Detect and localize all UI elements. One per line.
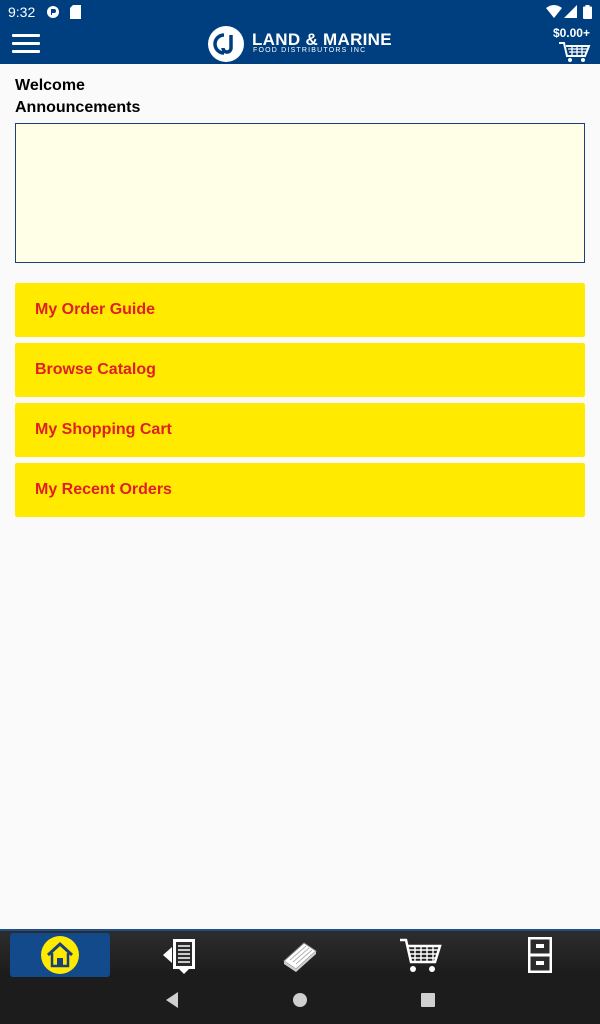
orders-cabinet-icon <box>525 935 555 975</box>
order-guide-icon <box>159 934 201 976</box>
my-recent-orders-button[interactable]: My Recent Orders <box>15 463 585 517</box>
system-nav-bar <box>0 977 600 1024</box>
wifi-icon <box>546 5 562 18</box>
hamburger-menu-icon[interactable] <box>12 34 40 54</box>
logo-mark-icon <box>207 25 245 63</box>
header-cart-icon[interactable] <box>558 40 592 64</box>
sd-card-icon <box>70 5 81 19</box>
tab-home[interactable] <box>10 933 110 977</box>
my-order-guide-button[interactable]: My Order Guide <box>15 283 585 337</box>
signal-icon <box>564 5 577 18</box>
bottom-nav <box>0 929 600 979</box>
logo-subtitle: FOOD DISTRIBUTORS INC <box>253 47 367 54</box>
logo-title: LAND & MARINE <box>252 30 392 49</box>
recents-icon[interactable] <box>420 991 436 1009</box>
tab-catalog[interactable] <box>250 933 350 977</box>
announcements-label: Announcements <box>15 99 141 116</box>
tab-recent-orders[interactable] <box>490 933 590 977</box>
app-bar <box>0 24 600 64</box>
status-time: 9:32 <box>8 4 36 20</box>
home-icon <box>40 935 80 975</box>
browse-catalog-button[interactable]: Browse Catalog <box>15 343 585 397</box>
battery-icon <box>583 5 592 19</box>
cart-total[interactable]: $0.00+ <box>552 26 590 40</box>
my-shopping-cart-button[interactable]: My Shopping Cart <box>15 403 585 457</box>
catalog-icon <box>280 935 320 975</box>
announcements-box[interactable] <box>15 123 585 263</box>
status-bar <box>0 0 600 24</box>
tab-order-guide[interactable] <box>130 933 230 977</box>
sync-icon <box>46 5 60 19</box>
main-content <box>15 64 585 517</box>
cart-icon <box>398 935 442 975</box>
tab-cart[interactable] <box>370 933 470 977</box>
home-circle-icon[interactable] <box>292 991 308 1009</box>
back-icon[interactable] <box>164 991 180 1009</box>
welcome-heading: Welcome <box>15 77 85 94</box>
